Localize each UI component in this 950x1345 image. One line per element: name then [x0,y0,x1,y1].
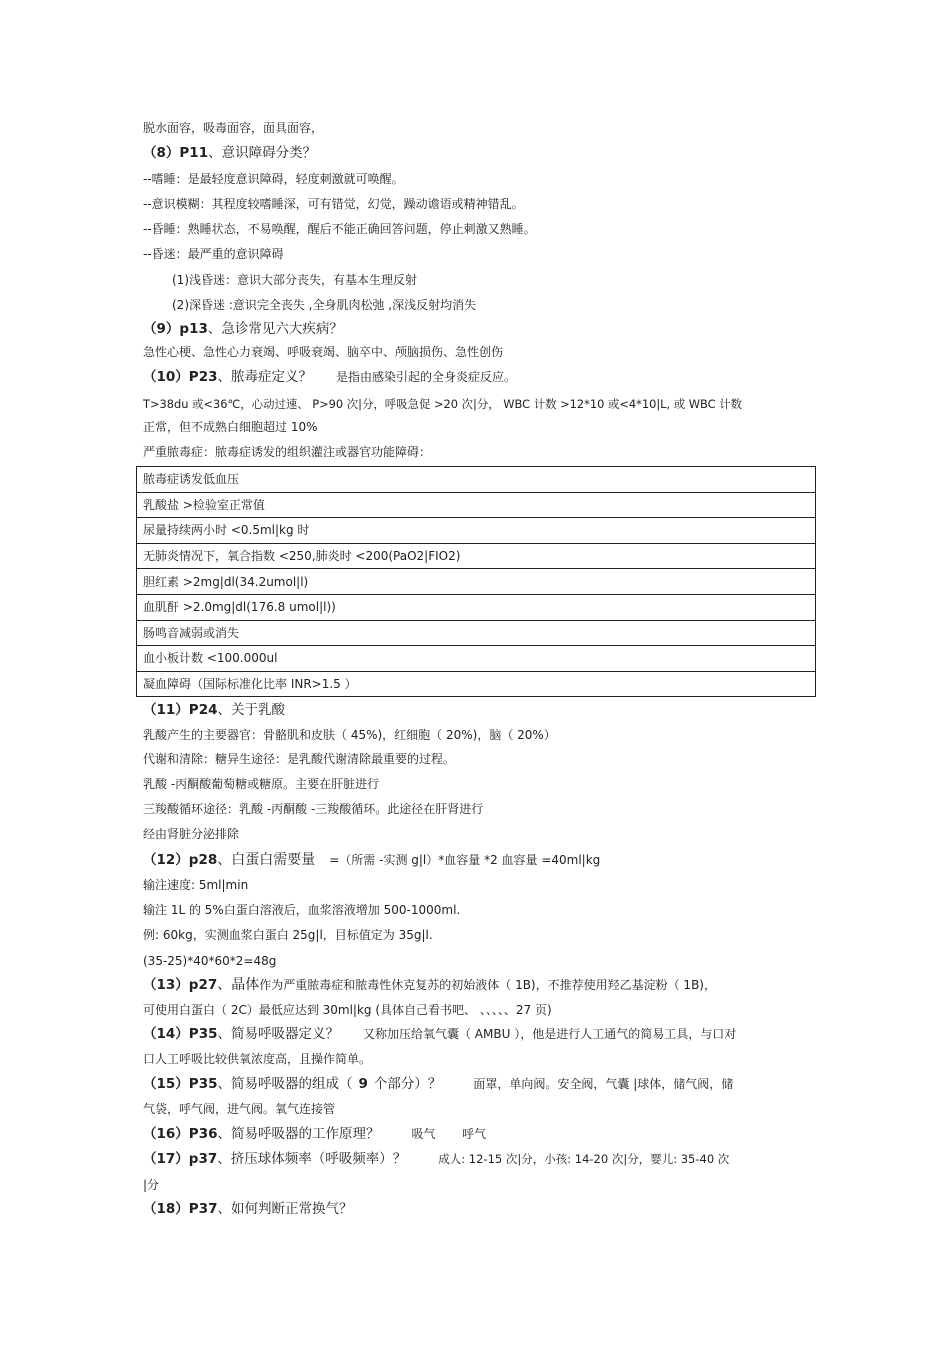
heading-number: （13） [143,977,189,993]
heading-text: 吸气 呼气 [411,1127,487,1141]
section-heading-12 [143,852,816,868]
text-line-indented: (2)深昏迷 :意识完全丧失 ,全身肌肉松弛 ,深浅反射均消失 [172,298,477,312]
heading-title: 、意识障碍分类？ [208,145,317,161]
heading-title: 、简易呼吸器定义？ [217,1026,339,1042]
heading-page-ref: p13 [179,321,208,337]
text-line: 气袋，呼气阀，进气阀。氧气连接管 [143,1102,336,1116]
severe-sepsis-criteria-table [136,466,816,697]
table-cell: 血肌酐 >2.0mg|dl(176.8 umol|l)) [137,594,816,620]
table-row [137,543,816,569]
table-row [137,492,816,518]
section-heading-13 [143,977,816,993]
heading-page-ref: P11 [179,145,209,161]
heading-page-ref: P24 [188,702,218,718]
text-line: 乳酸 -丙酮酸葡萄糖或糖原。主要在肝脏进行 [143,777,380,791]
heading-title: 、挤压球体频率（呼吸频率）？ [217,1151,407,1167]
heading-page-ref: p28 [188,852,218,868]
heading-number: （8） [143,145,180,161]
table-cell: 血小板计数 <100.000ul [137,646,816,672]
heading-title: 、简易呼吸器的工作原理？ [217,1126,380,1142]
text-line: 正常，但不成熟白细胞超过 10% [143,420,318,434]
table-row [137,467,816,493]
table-row [137,646,816,672]
text-line: 口人工呼吸比较供氧浓度高，且操作简单。 [143,1052,372,1066]
heading-answer: 是指由感染引起的全身炎症反应。 [335,370,516,384]
section-heading-16 [143,1126,816,1142]
table-row [137,671,816,697]
section-heading-14 [143,1026,816,1042]
text-line: 经由肾脏分泌排除 [143,827,240,841]
text-line: 严重脓毒症：脓毒症诱发的组织灌注或器官功能障碍： [143,445,432,459]
heading-page-ref: p27 [188,977,218,993]
text-line: 乳酸产生的主要器官：骨骼肌和皮肤（ 45%)，红细胞（ 20%)，脑（ 20%） [143,728,556,742]
heading-title: 、急诊常见六大疾病？ [207,321,343,337]
heading-number: （16） [143,1126,189,1142]
heading-title: 、晶体 [217,977,260,993]
section-heading-18 [143,1201,816,1217]
text-line: --昏迷：最严重的意识障碍 [143,247,284,261]
heading-title-end: 个部分）？ [373,1076,442,1092]
table-cell: 胆红素 >2mg|dl(34.2umol|l) [137,569,816,595]
heading-text: 面罩，单向阀。安全阀，气囊 |球体，储气阀，储 [473,1077,734,1091]
section-heading-8 [143,145,816,161]
section-heading-17 [143,1151,816,1167]
heading-title: 、关于乳酸 [217,702,285,718]
heading-title: 、白蛋白需要量 [217,852,316,868]
heading-number: （17） [143,1151,189,1167]
heading-number: （18） [143,1201,189,1217]
text-line: |分 [143,1178,160,1192]
heading-title: 、如何判断正常换气？ [217,1201,353,1217]
heading-page-ref: P35 [188,1076,218,1092]
heading-count: 9 [358,1076,368,1092]
heading-text: 成人: 12-15 次|分，小孩: 14-20 次|分，婴儿: 35-40 次 [438,1152,730,1166]
text-line: --意识模糊：其程度较嗜睡深，可有错觉，幻觉，躁动谵语或精神错乱。 [143,197,524,211]
text-line: --昏睡：熟睡状态，不易唤醒，醒后不能正确回答问题，停止刺激又熟睡。 [143,222,536,236]
text-line: T>38du 或<36℃，心动过速、 P>90 次|分，呼吸急促 >20 次|分， WBC 计数 >12*10 或<4*10|L, 或 WBC 计数 [143,397,743,411]
heading-number: （12） [143,852,189,868]
section-heading-10 [143,369,816,385]
heading-number: （11） [143,702,189,718]
section-heading-15 [143,1076,816,1092]
heading-page-ref: p37 [188,1151,218,1167]
heading-page-ref: P36 [188,1126,218,1142]
text-line: --嗜睡：是最轻度意识障碍，轻度刺激就可唤醒。 [143,172,404,186]
text-line: (35-25)*40*60*2=48g [143,954,277,968]
text-line: 输注 1L 的 5%白蛋白溶液后，血浆溶液增加 500-1000ml. [143,903,461,917]
text-line: 例: 60kg，实测血浆白蛋白 25g|l，目标值定为 35g|l. [143,928,433,942]
table-cell: 乳酸盐 >检验室正常值 [137,492,816,518]
table-row [137,518,816,544]
text-line: 代谢和清除：糖异生途径：是乳酸代谢清除最重要的过程。 [143,752,456,766]
section-heading-11 [143,702,816,718]
heading-title: 、脓毒症定义？ [217,369,312,385]
table-row [137,569,816,595]
heading-number: （14） [143,1026,189,1042]
heading-number: （9） [143,321,180,337]
text-line: 三羧酸循环途径：乳酸 -丙酮酸 -三羧酸循环。此途径在肝肾进行 [143,802,484,816]
heading-formula: =（所需 -实测 g|l）*血容量 *2 血容量 =40ml|kg [329,853,601,867]
heading-page-ref: P35 [188,1026,218,1042]
heading-title: 、简易呼吸器的组成（ [217,1076,353,1092]
text-line: 急性心梗、急性心力衰竭、呼吸衰竭、脑卒中、颅脑损伤、急性创伤 [143,345,504,359]
table-row [137,594,816,620]
heading-text: 作为严重脓毒症和脓毒性休克复苏的初始液体（ 1B)，不推荐使用羟乙基淀粉（ 1B)， [259,978,716,992]
heading-number: （15） [143,1076,189,1092]
text-line: 脱水面容，吸毒面容，面具面容， [143,121,324,135]
heading-number: （10） [143,369,189,385]
heading-page-ref: P37 [188,1201,218,1217]
table-row [137,620,816,646]
heading-page-ref: P23 [188,369,218,385]
text-line: 可使用白蛋白（ 2C）最低应达到 30ml|kg (具体自己看书吧、 、、、、、27 页) [143,1003,552,1017]
section-heading-9 [143,321,816,337]
text-line: 输注速度: 5ml|min [143,878,249,892]
table-cell: 无肺炎情况下，氧合指数 <250,肺炎时 <200(PaO2|FIO2) [137,543,816,569]
text-line-indented: (1)浅昏迷：意识大部分丧失，有基本生理反射 [172,273,417,287]
table-cell: 凝血障碍（国际标准化比率 INR>1.5 ） [137,671,816,697]
table-cell: 脓毒症诱发低血压 [137,467,816,493]
heading-text: 又称加压给氧气囊（ AMBU ），他是进行人工通气的简易工具，与口对 [362,1027,737,1041]
table-cell: 尿量持续两小时 <0.5ml|kg 时 [137,518,816,544]
table-cell: 肠鸣音减弱或消失 [137,620,816,646]
